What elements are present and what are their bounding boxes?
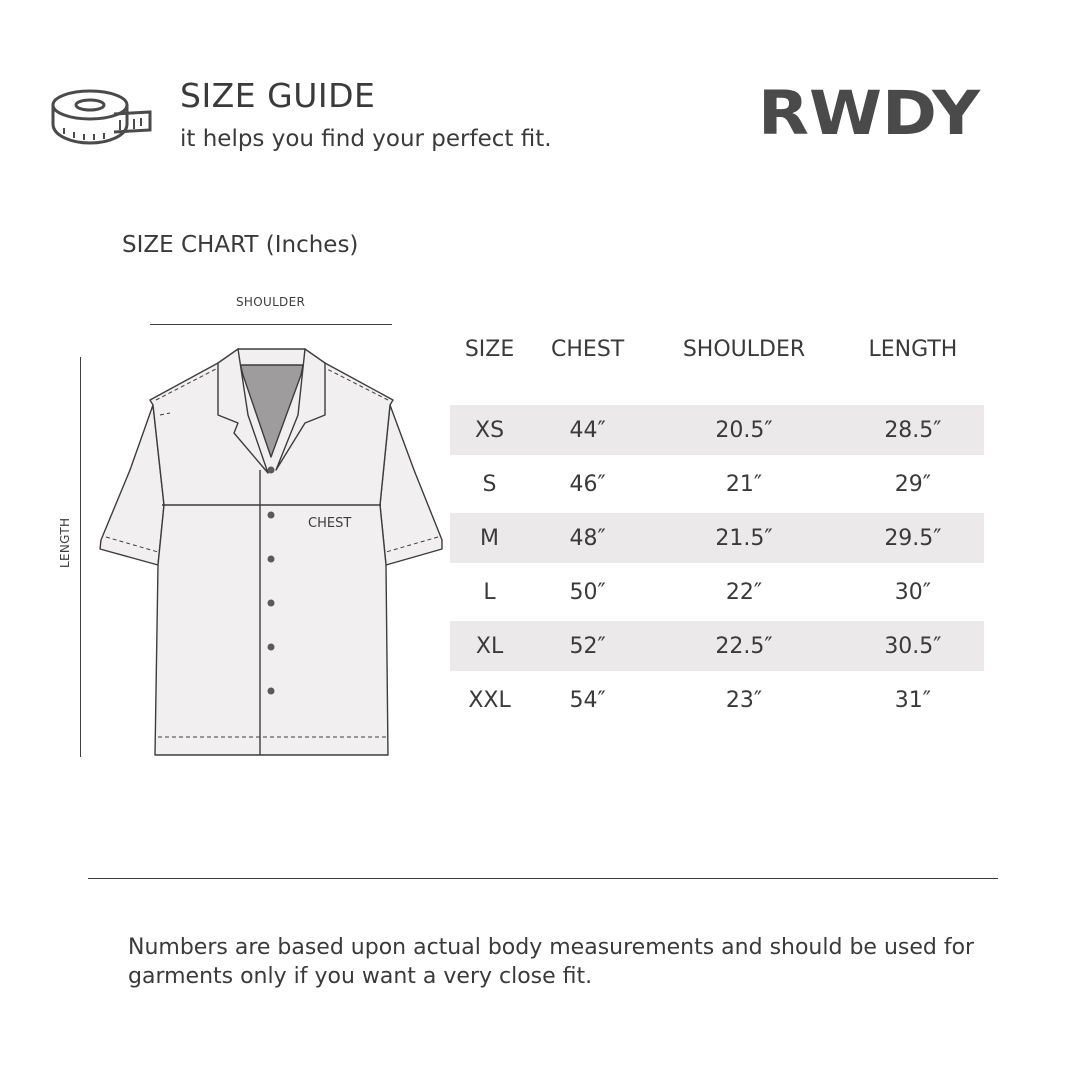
cell-shoulder: 21″ xyxy=(646,457,842,511)
column-header-length: LENGTH xyxy=(868,336,958,362)
cell-length: 29.5″ xyxy=(842,511,984,565)
cell-size: XL xyxy=(450,619,529,673)
cell-shoulder: 22.5″ xyxy=(646,619,842,673)
cell-shoulder: 21.5″ xyxy=(646,511,842,565)
length-label: LENGTH xyxy=(58,517,72,568)
table-row xyxy=(450,565,984,619)
cell-length: 30.5″ xyxy=(842,619,984,673)
cell-chest: 44″ xyxy=(529,403,646,457)
cell-length: 29″ xyxy=(842,457,984,511)
cell-chest: 52″ xyxy=(529,619,646,673)
cell-chest: 54″ xyxy=(529,673,646,727)
cell-length: 30″ xyxy=(842,565,984,619)
column-header-shoulder: SHOULDER xyxy=(682,336,806,362)
cell-chest: 48″ xyxy=(529,511,646,565)
page-subtitle: it helps you find your perfect fit. xyxy=(180,126,552,152)
size-chart-title: SIZE CHART (Inches) xyxy=(122,232,359,258)
cell-length: 31″ xyxy=(842,673,984,727)
brand-name: RWDY xyxy=(758,84,981,138)
footnote: Numbers are based upon actual body measurements and should be used for garments only if you want a very close fit. xyxy=(128,935,975,989)
table-row xyxy=(450,673,984,727)
cell-size: M xyxy=(450,511,529,565)
cell-size: XS xyxy=(450,403,529,457)
shirt-diagram xyxy=(98,345,446,760)
cell-shoulder: 23″ xyxy=(646,673,842,727)
cell-shoulder: 22″ xyxy=(646,565,842,619)
measuring-tape-icon xyxy=(50,86,154,148)
shoulder-measure-line xyxy=(150,324,392,325)
page-title: SIZE GUIDE xyxy=(180,76,376,115)
table-row xyxy=(450,511,984,565)
brand-logo xyxy=(758,84,982,138)
cell-chest: 46″ xyxy=(529,457,646,511)
column-header-size: SIZE xyxy=(464,336,515,362)
cell-shoulder: 20.5″ xyxy=(646,403,842,457)
cell-size: S xyxy=(450,457,529,511)
cell-chest: 50″ xyxy=(529,565,646,619)
table-row xyxy=(450,619,984,673)
cell-length: 28.5″ xyxy=(842,403,984,457)
table-row xyxy=(450,403,984,457)
length-measure-line xyxy=(80,357,81,757)
shoulder-label: SHOULDER xyxy=(236,295,306,309)
table-header-row xyxy=(450,325,984,373)
size-table xyxy=(450,325,984,729)
footer-divider xyxy=(88,878,998,879)
column-header-chest: CHEST xyxy=(551,336,625,362)
cell-size: XXL xyxy=(450,673,529,727)
table-row xyxy=(450,457,984,511)
chest-label: CHEST xyxy=(308,516,352,531)
cell-size: L xyxy=(450,565,529,619)
